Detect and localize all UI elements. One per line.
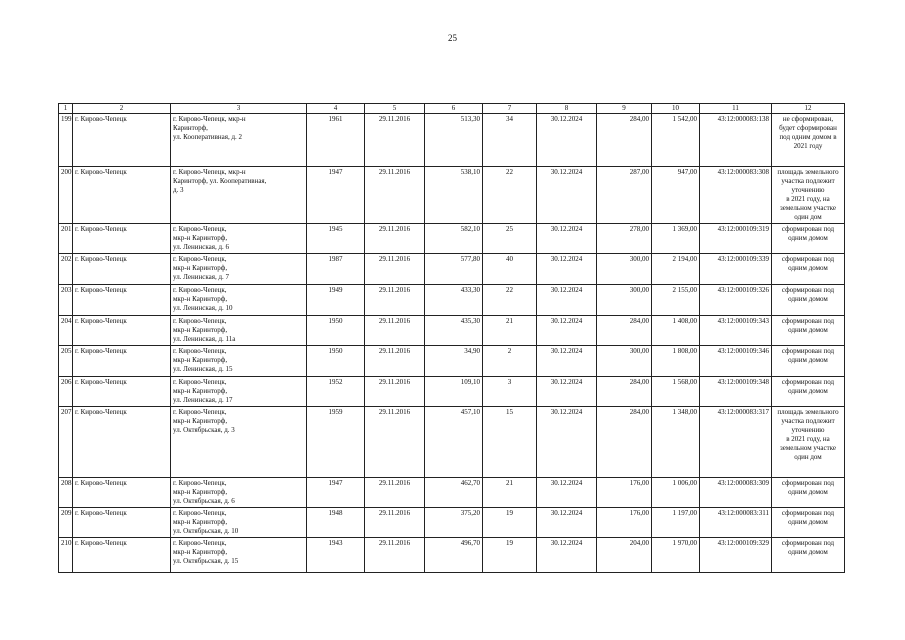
row-number-cell: 205 [59, 346, 73, 377]
value-2-cell: 1 568,00 [652, 377, 700, 407]
date-1-cell: 29.11.2016 [365, 254, 425, 285]
housing-table [58, 103, 845, 573]
area-cell: 375,20 [425, 508, 483, 538]
area-cell: 462,70 [425, 478, 483, 508]
cadastral-number-cell: 43:12:000083:138 [700, 114, 772, 167]
table-row [59, 316, 845, 346]
land-note-cell: сформирован под одним домом [772, 478, 845, 508]
count-cell: 21 [483, 316, 537, 346]
build-year-cell: 1950 [307, 316, 365, 346]
city-cell: г. Кирово-Чепецк [73, 407, 171, 478]
land-note-cell: площадь земельного участка подлежит уточнению в 2021 году, на земельном участке один дом [772, 167, 845, 224]
cadastral-number-cell: 43:12:000083:317 [700, 407, 772, 478]
value-1-cell: 300,00 [597, 285, 652, 316]
cadastral-number-cell: 43:12:000083:309 [700, 478, 772, 508]
page-number: 25 [448, 33, 457, 43]
value-1-cell: 284,00 [597, 114, 652, 167]
table-row [59, 346, 845, 377]
date-1-cell: 29.11.2016 [365, 285, 425, 316]
city-cell: г. Кирово-Чепецк [73, 167, 171, 224]
address-cell: г. Кирово-Чепецк, мкр-н Каринторф, ул. Кооперативная, д. 2 [171, 114, 307, 167]
build-year-cell: 1943 [307, 538, 365, 573]
value-1-cell: 176,00 [597, 508, 652, 538]
cadastral-number-cell: 43:12:000109:326 [700, 285, 772, 316]
table-row [59, 224, 845, 254]
column-header-6: 6 [425, 104, 483, 114]
cadastral-number-cell: 43:12:000109:319 [700, 224, 772, 254]
land-note-cell: сформирован под одним домом [772, 377, 845, 407]
table-row [59, 538, 845, 573]
date-1-cell: 29.11.2016 [365, 224, 425, 254]
address-cell: г. Кирово-Чепецк, мкр-н Каринторф, ул. Октябрьская, д. 15 [171, 538, 307, 573]
date-2-cell: 30.12.2024 [537, 285, 597, 316]
column-header-11: 11 [700, 104, 772, 114]
value-2-cell: 1 348,00 [652, 407, 700, 478]
cadastral-number-cell: 43:12:000109:343 [700, 316, 772, 346]
row-number-cell: 206 [59, 377, 73, 407]
area-cell: 496,70 [425, 538, 483, 573]
cadastral-number-cell: 43:12:000109:329 [700, 538, 772, 573]
address-cell: г. Кирово-Чепецк, мкр-н Каринторф, ул. Ленинская, д. 11а [171, 316, 307, 346]
date-2-cell: 30.12.2024 [537, 167, 597, 224]
city-cell: г. Кирово-Чепецк [73, 254, 171, 285]
count-cell: 15 [483, 407, 537, 478]
area-cell: 457,10 [425, 407, 483, 478]
cadastral-number-cell: 43:12:000109:339 [700, 254, 772, 285]
value-2-cell: 1 408,00 [652, 316, 700, 346]
count-cell: 2 [483, 346, 537, 377]
row-number-cell: 201 [59, 224, 73, 254]
date-1-cell: 29.11.2016 [365, 407, 425, 478]
count-cell: 34 [483, 114, 537, 167]
city-cell: г. Кирово-Чепецк [73, 316, 171, 346]
build-year-cell: 1961 [307, 114, 365, 167]
column-header-2: 2 [73, 104, 171, 114]
area-cell: 582,10 [425, 224, 483, 254]
table-row [59, 114, 845, 167]
value-1-cell: 284,00 [597, 316, 652, 346]
land-note-cell: сформирован под одним домом [772, 508, 845, 538]
row-number-cell: 204 [59, 316, 73, 346]
date-1-cell: 29.11.2016 [365, 346, 425, 377]
address-cell: г. Кирово-Чепецк, мкр-н Каринторф, ул. Октябрьская, д. 10 [171, 508, 307, 538]
column-header-4: 4 [307, 104, 365, 114]
column-header-1: 1 [59, 104, 73, 114]
count-cell: 25 [483, 224, 537, 254]
table-row [59, 508, 845, 538]
column-header-8: 8 [537, 104, 597, 114]
address-cell: г. Кирово-Чепецк, мкр-н Каринторф, ул. Кооперативная, д. 3 [171, 167, 307, 224]
date-2-cell: 30.12.2024 [537, 346, 597, 377]
build-year-cell: 1948 [307, 508, 365, 538]
land-note-cell: сформирован под одним домом [772, 224, 845, 254]
date-2-cell: 30.12.2024 [537, 478, 597, 508]
land-note-cell: сформирован под одним домом [772, 346, 845, 377]
column-header-3: 3 [171, 104, 307, 114]
build-year-cell: 1959 [307, 407, 365, 478]
date-2-cell: 30.12.2024 [537, 224, 597, 254]
address-cell: г. Кирово-Чепецк, мкр-н Каринторф, ул. Ленинская, д. 6 [171, 224, 307, 254]
date-1-cell: 29.11.2016 [365, 508, 425, 538]
table-row [59, 377, 845, 407]
table-row [59, 167, 845, 224]
date-1-cell: 29.11.2016 [365, 114, 425, 167]
value-2-cell: 1 006,00 [652, 478, 700, 508]
land-note-cell: сформирован под одним домом [772, 254, 845, 285]
value-1-cell: 278,00 [597, 224, 652, 254]
land-note-cell: сформирован под одним домом [772, 316, 845, 346]
row-number-cell: 199 [59, 114, 73, 167]
table-header [59, 104, 845, 114]
count-cell: 22 [483, 167, 537, 224]
row-number-cell: 203 [59, 285, 73, 316]
address-cell: г. Кирово-Чепецк, мкр-н Каринторф, ул. Октябрьская, д. 6 [171, 478, 307, 508]
city-cell: г. Кирово-Чепецк [73, 346, 171, 377]
build-year-cell: 1947 [307, 478, 365, 508]
row-number-cell: 208 [59, 478, 73, 508]
date-2-cell: 30.12.2024 [537, 508, 597, 538]
value-2-cell: 1 197,00 [652, 508, 700, 538]
address-cell: г. Кирово-Чепецк, мкр-н Каринторф, ул. Ленинская, д. 10 [171, 285, 307, 316]
value-1-cell: 300,00 [597, 346, 652, 377]
table-body [59, 114, 845, 573]
value-2-cell: 1 542,00 [652, 114, 700, 167]
count-cell: 40 [483, 254, 537, 285]
column-header-7: 7 [483, 104, 537, 114]
row-number-cell: 210 [59, 538, 73, 573]
area-cell: 109,10 [425, 377, 483, 407]
value-1-cell: 300,00 [597, 254, 652, 285]
count-cell: 22 [483, 285, 537, 316]
value-2-cell: 1 970,00 [652, 538, 700, 573]
area-cell: 577,80 [425, 254, 483, 285]
address-cell: г. Кирово-Чепецк, мкр-н Каринторф, ул. Октябрьская, д. 3 [171, 407, 307, 478]
build-year-cell: 1949 [307, 285, 365, 316]
row-number-cell: 209 [59, 508, 73, 538]
date-1-cell: 29.11.2016 [365, 377, 425, 407]
value-2-cell: 1 369,00 [652, 224, 700, 254]
land-note-cell: сформирован под одним домом [772, 538, 845, 573]
cadastral-number-cell: 43:12:000083:311 [700, 508, 772, 538]
date-2-cell: 30.12.2024 [537, 316, 597, 346]
date-2-cell: 30.12.2024 [537, 377, 597, 407]
value-1-cell: 284,00 [597, 407, 652, 478]
row-number-cell: 202 [59, 254, 73, 285]
column-header-9: 9 [597, 104, 652, 114]
cadastral-number-cell: 43:12:000109:348 [700, 377, 772, 407]
value-2-cell: 1 808,00 [652, 346, 700, 377]
date-2-cell: 30.12.2024 [537, 538, 597, 573]
area-cell: 34,90 [425, 346, 483, 377]
count-cell: 3 [483, 377, 537, 407]
value-2-cell: 947,00 [652, 167, 700, 224]
land-note-cell: не сформирован, будет сформирован под одним домом в 2021 году [772, 114, 845, 167]
build-year-cell: 1950 [307, 346, 365, 377]
build-year-cell: 1987 [307, 254, 365, 285]
row-number-cell: 200 [59, 167, 73, 224]
area-cell: 433,30 [425, 285, 483, 316]
date-2-cell: 30.12.2024 [537, 254, 597, 285]
date-2-cell: 30.12.2024 [537, 114, 597, 167]
build-year-cell: 1947 [307, 167, 365, 224]
cadastral-number-cell: 43:12:000109:346 [700, 346, 772, 377]
city-cell: г. Кирово-Чепецк [73, 114, 171, 167]
value-1-cell: 204,00 [597, 538, 652, 573]
address-cell: г. Кирово-Чепецк, мкр-н Каринторф, ул. Ленинская, д. 7 [171, 254, 307, 285]
area-cell: 538,10 [425, 167, 483, 224]
area-cell: 435,30 [425, 316, 483, 346]
city-cell: г. Кирово-Чепецк [73, 538, 171, 573]
land-note-cell: сформирован под одним домом [772, 285, 845, 316]
table-row [59, 254, 845, 285]
date-1-cell: 29.11.2016 [365, 478, 425, 508]
address-cell: г. Кирово-Чепецк, мкр-н Каринторф, ул. Ленинская, д. 17 [171, 377, 307, 407]
table-row [59, 285, 845, 316]
date-2-cell: 30.12.2024 [537, 407, 597, 478]
count-cell: 21 [483, 478, 537, 508]
value-1-cell: 287,00 [597, 167, 652, 224]
value-1-cell: 284,00 [597, 377, 652, 407]
table-row [59, 407, 845, 478]
city-cell: г. Кирово-Чепецк [73, 377, 171, 407]
column-header-10: 10 [652, 104, 700, 114]
count-cell: 19 [483, 508, 537, 538]
build-year-cell: 1945 [307, 224, 365, 254]
city-cell: г. Кирово-Чепецк [73, 478, 171, 508]
table-row [59, 478, 845, 508]
row-number-cell: 207 [59, 407, 73, 478]
land-note-cell: площадь земельного участка подлежит уточнению в 2021 году, на земельном участке один дом [772, 407, 845, 478]
column-header-5: 5 [365, 104, 425, 114]
value-2-cell: 2 155,00 [652, 285, 700, 316]
column-header-12: 12 [772, 104, 845, 114]
area-cell: 513,30 [425, 114, 483, 167]
value-2-cell: 2 194,00 [652, 254, 700, 285]
value-1-cell: 176,00 [597, 478, 652, 508]
address-cell: г. Кирово-Чепецк, мкр-н Каринторф, ул. Ленинская, д. 15 [171, 346, 307, 377]
count-cell: 19 [483, 538, 537, 573]
date-1-cell: 29.11.2016 [365, 167, 425, 224]
date-1-cell: 29.11.2016 [365, 538, 425, 573]
city-cell: г. Кирово-Чепецк [73, 285, 171, 316]
city-cell: г. Кирово-Чепецк [73, 224, 171, 254]
date-1-cell: 29.11.2016 [365, 316, 425, 346]
cadastral-number-cell: 43:12:000083:308 [700, 167, 772, 224]
build-year-cell: 1952 [307, 377, 365, 407]
city-cell: г. Кирово-Чепецк [73, 508, 171, 538]
